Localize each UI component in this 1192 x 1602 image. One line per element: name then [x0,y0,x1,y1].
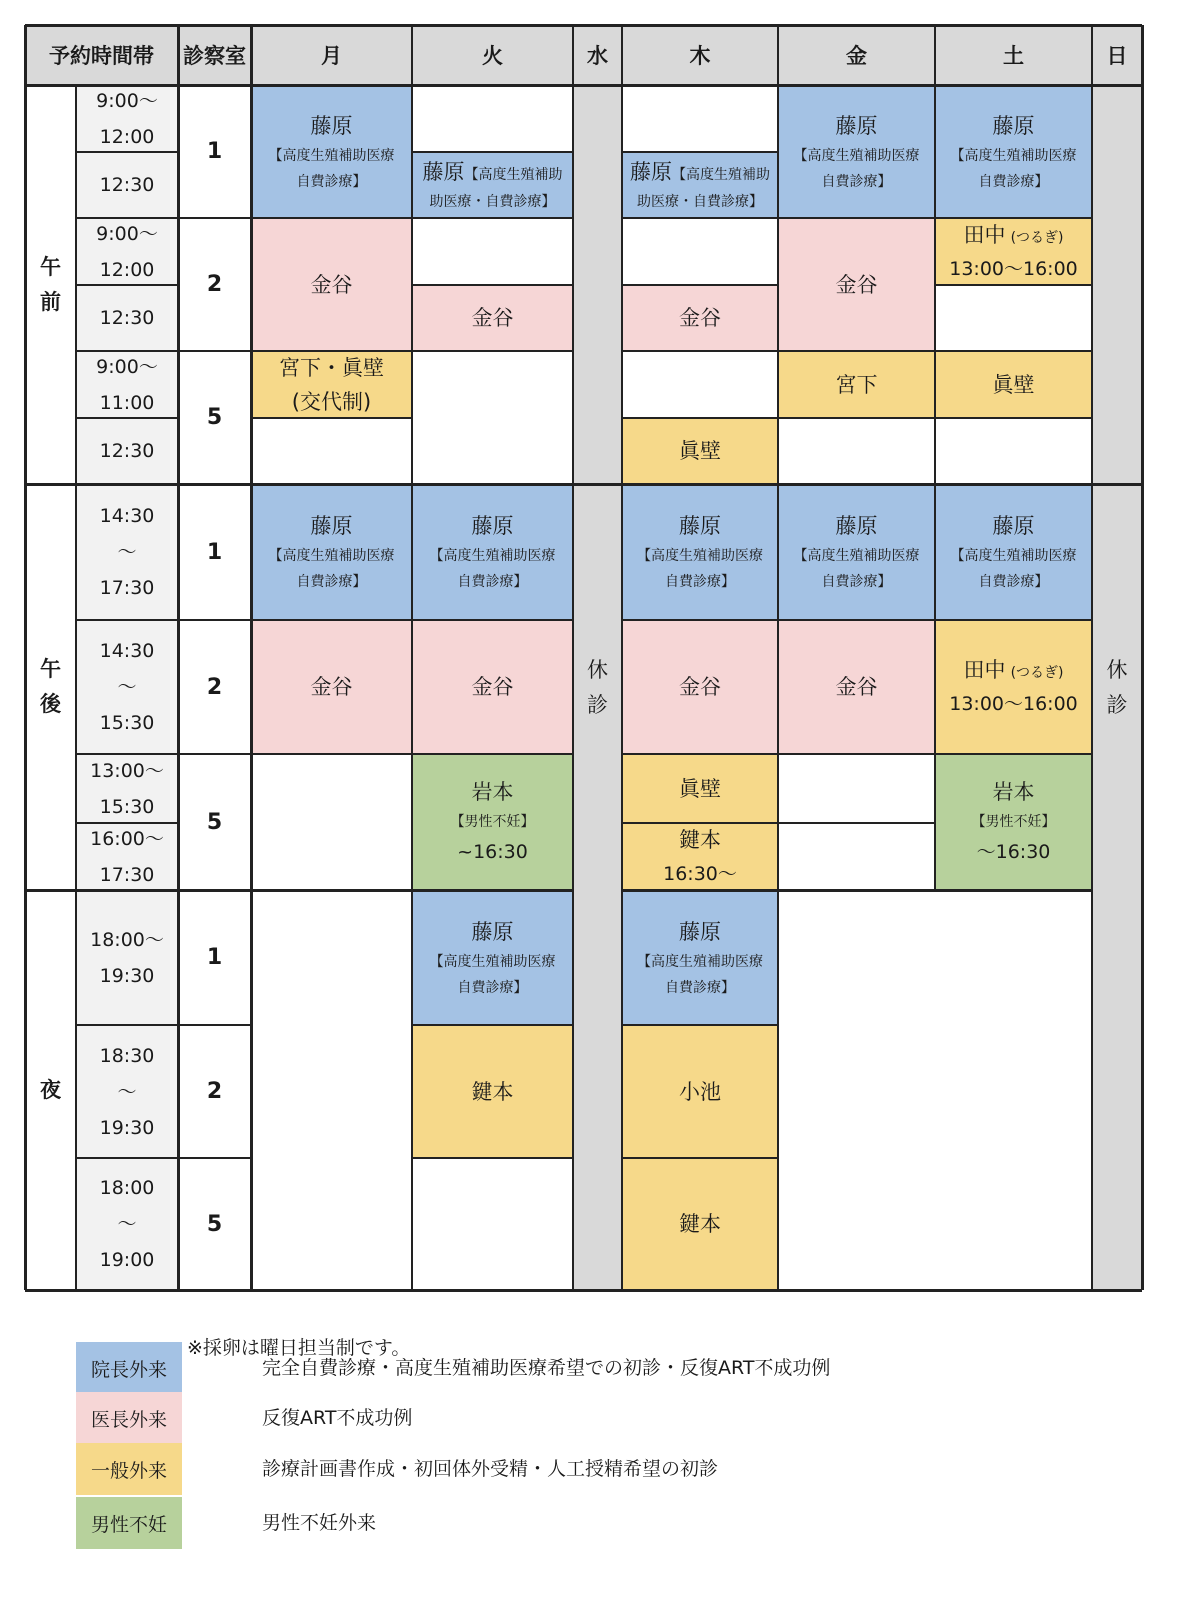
clinic-type: 【高度生殖補助医療 [429,953,556,970]
time-slot: 18:00～ 19:30 [90,928,164,987]
time-slot: 9:00～ 12:00 [96,89,158,148]
mon-am-room1 [251,85,412,218]
time-slot: 12:30 [99,307,155,329]
doctor-name: 金谷 [679,306,721,330]
doctor-name: 藤原 [992,514,1035,538]
room-number: 5 [206,809,223,835]
clinic-type: 【高度生殖補助医療 [793,548,920,564]
time-slot: 9:00～ 12:00 [96,222,158,281]
room-number: 1 [206,139,223,164]
thu-night-room2 [622,1025,778,1158]
mon-am-room2 [251,218,412,351]
tue-night-room1 [412,890,573,1025]
grid-line [25,84,1142,87]
grid-line [251,619,573,621]
clinic-type: 【高度生殖補助医療 [793,147,920,164]
thu-pm-room5-early [622,754,778,823]
room-number: 5 [206,405,223,430]
grid-line [251,417,412,419]
clinic-type: 自費診療】 [978,173,1049,190]
clinic-type: 【高度生殖補助 [464,167,563,183]
doctor-name: 眞壁 [679,776,721,801]
doctor-note: (つるぎ) [1010,229,1064,246]
thu-pm-room2 [622,620,778,754]
room-number: 1 [206,539,223,565]
header-slot: 予約時間帯 [49,44,154,68]
grid-line [622,417,1092,419]
period-night: 夜 [40,1077,61,1102]
clinic-type: 自費診療】 [457,574,528,590]
grid-line [777,25,779,890]
doctor-name: 金谷 [310,272,353,297]
grid-line [412,151,573,153]
doctor-name: 金谷 [835,272,878,297]
grid-line [25,889,573,892]
tue-am-room2 [412,285,573,351]
doctor-name: 金谷 [471,306,514,330]
sat-pm-room1 [935,484,1092,620]
hours-note: ~16:30 [457,841,528,863]
header-thu: 木 [689,44,711,68]
grid-line [622,822,935,824]
tue-am-room1 [412,152,573,218]
wed-closed-label: 休 診 [587,657,608,717]
clinic-type: 自費診療】 [457,979,528,996]
fri-am-room1 [778,85,935,218]
tue-pm-room5 [412,754,573,890]
header-room: 診察室 [183,44,246,68]
header-fri: 金 [846,44,867,68]
doctor-name: 岩本 [992,780,1035,804]
header-wed: 水 [587,44,608,68]
thu-am-room1 [622,152,778,218]
clinic-type: 【高度生殖補助医療 [268,147,395,164]
header-tue: 火 [482,44,503,68]
doctor-name: 鍵本 [471,1079,514,1104]
doctor-name: 藤原 [835,514,878,538]
clinic-type: 自費診療】 [978,574,1049,590]
legend-desc-general: 診療計画書作成・初回体外受精・人工授精希望の初診 [262,1458,719,1480]
doctor-name: 小池 [679,1079,721,1104]
sat-am-room2 [935,218,1092,285]
time-slot: 18:30 ～ 19:30 [99,1044,155,1139]
room-number: 2 [206,674,223,700]
grid-line [622,350,1092,352]
doctor-name: 岩本 [471,780,514,804]
legend-desc-chief: 反復ART不成功例 [262,1407,413,1429]
doctor-name: 藤原 [630,160,672,184]
header-sun: 日 [1106,44,1128,68]
legend-swatch-general: 一般外来 [76,1443,182,1495]
grid-line [1141,25,1144,1290]
time-slot: 14:30 ～ 17:30 [99,505,155,599]
grid-line [412,284,573,286]
grid-line [25,24,1142,27]
room-number: 1 [206,945,223,970]
doctor-name: 田中 [963,658,1006,682]
grid-line [621,25,623,1290]
grid-line [1091,25,1093,1290]
grid-line [622,889,1092,892]
clinic-type: 【高度生殖補助医療 [429,548,556,564]
clinic-type: 【高度生殖補助医療 [950,147,1077,164]
grid-line [177,25,180,1290]
grid-line [412,1024,573,1026]
clinic-type: 自費診療】 [296,574,367,590]
legend-desc-male: 男性不妊外来 [262,1512,377,1534]
grid-line [25,483,1142,486]
fri-pm-room2 [778,620,935,754]
period-afternoon: 午 後 [40,657,61,716]
doctor-name: 藤原 [471,919,514,944]
grid-line [934,25,936,890]
sat-am-room1 [935,85,1092,218]
period-morning: 午 前 [40,254,61,314]
doctor-name: 金谷 [679,675,721,699]
sat-am-room5 [935,351,1092,418]
time-slot: 9:00～ 11:00 [96,355,158,414]
clinic-type: 助医療・自費診療】 [637,194,763,210]
clinic-type: 【高度生殖補助医療 [637,953,763,970]
grid-line [76,350,251,352]
header-sat: 土 [1003,44,1024,68]
grid-line [777,890,779,1290]
legend-desc-director: 完全自費診療・高度生殖補助医療希望での初診・反復ART不成功例 [262,1357,831,1379]
time-slot: 13:00～ 15:30 [90,759,164,818]
grid-line [76,753,251,755]
thu-am-room2 [622,285,778,351]
fri-pm-room1 [778,484,935,620]
tue-night-room2 [412,1025,573,1158]
grid-line [412,1157,573,1159]
doctor-name: 金谷 [471,675,514,699]
grid-line [250,25,253,1290]
doctor-name: 宮下・眞壁 [279,355,384,380]
doctor-name: 藤原 [992,113,1035,138]
grid-line [75,85,77,1290]
grid-line [622,1157,778,1159]
doctor-name: 金谷 [310,675,353,699]
doctor-name: 宮下 [835,372,878,397]
doctor-name: 藤原 [310,514,353,538]
thu-pm-room5-late [622,823,778,890]
clinic-type: 自費診療】 [665,979,735,996]
grid-line [76,822,178,824]
doctor-name: 金谷 [835,675,878,699]
mon-pm-room2 [251,620,412,754]
doctor-name: 田中 [963,222,1006,247]
tue-pm-room2 [412,620,573,754]
mon-pm-room1 [251,484,412,620]
hours-note: 13:00～16:00 [949,693,1078,715]
grid-line [76,284,178,286]
thu-night-room5 [622,1158,778,1290]
grid-line [251,350,573,352]
time-slot: 12:30 [99,440,155,462]
thu-night-room1 [622,890,778,1025]
grid-line [411,25,413,1290]
grid-line [24,25,27,1290]
grid-line [76,417,178,419]
time-slot: 14:30 ～ 15:30 [99,640,155,734]
hours-note: ～16:30 [976,841,1051,863]
doctor-name: 藤原 [471,514,514,538]
grid-line [622,619,1092,621]
clinic-type: 【男性不妊】 [971,814,1056,830]
clinic-type: 助医療・自費診療】 [429,194,556,210]
tue-pm-room1 [412,484,573,620]
grid-line [251,217,573,219]
clinic-type: 自費診療】 [821,173,892,190]
grid-line [76,1157,251,1159]
thu-am-room5 [622,418,778,484]
grid-line [622,217,1092,219]
thu-pm-room1 [622,484,778,620]
grid-line [622,753,1092,755]
grid-line [572,25,574,1290]
room-number: 2 [206,1079,223,1104]
grid-line [622,284,778,286]
legend-swatch-male: 男性不妊 [76,1497,182,1549]
grid-line [935,284,1092,286]
doctor-name: 鍵本 [679,1212,721,1236]
clinic-type: 【男性不妊】 [450,814,535,830]
clinic-type: 【高度生殖補助医療 [637,548,763,564]
time-slot: 18:00 ～ 19:00 [99,1177,155,1271]
room-number: 5 [206,1211,223,1237]
rotation-note: (交代制) [291,389,372,414]
clinic-type: 【高度生殖補助医療 [950,548,1077,564]
legend-swatch-chief: 医長外来 [76,1392,182,1444]
mon-am-room5 [251,351,412,418]
grid-line [25,1289,1142,1292]
grid-line [76,619,251,621]
clinic-type: 自費診療】 [296,173,367,190]
footnote: ※採卵は曜日担当制です。 [187,1337,411,1359]
clinic-type: 【高度生殖補助 [672,167,770,183]
clinic-type: 自費診療】 [665,574,735,590]
grid-line [251,753,573,755]
doctor-name: 眞壁 [679,439,721,463]
hours-note: 16:30～ [663,862,737,885]
time-slot: 12:30 [99,174,155,196]
sun-closed-label: 休 診 [1106,657,1128,717]
hours-note: 13:00～16:00 [949,257,1078,280]
grid-line [622,1024,778,1026]
sat-pm-room5 [935,754,1092,890]
legend-swatch-director: 院長外来 [76,1342,182,1394]
time-slot: 16:00～ 17:30 [90,827,164,886]
sat-pm-room2 [935,620,1092,754]
doctor-name: 藤原 [835,113,878,138]
doctor-name: 藤原 [679,919,721,944]
doctor-name: 藤原 [422,160,465,184]
grid-line [76,151,178,153]
clinic-type: 自費診療】 [821,574,892,590]
doctor-name: 藤原 [310,113,353,138]
grid-line [76,1024,251,1026]
header-mon: 月 [321,44,342,68]
fri-am-room2 [778,218,935,351]
room-number: 2 [206,272,223,297]
doctor-name: 眞壁 [992,372,1035,397]
grid-line [76,217,251,219]
grid-line [622,151,778,153]
doctor-name: 藤原 [679,514,721,538]
fri-am-room5 [778,351,935,418]
doctor-name: 鍵本 [679,827,721,852]
clinic-type: 【高度生殖補助医療 [268,548,395,564]
doctor-note: (つるぎ) [1010,665,1064,681]
